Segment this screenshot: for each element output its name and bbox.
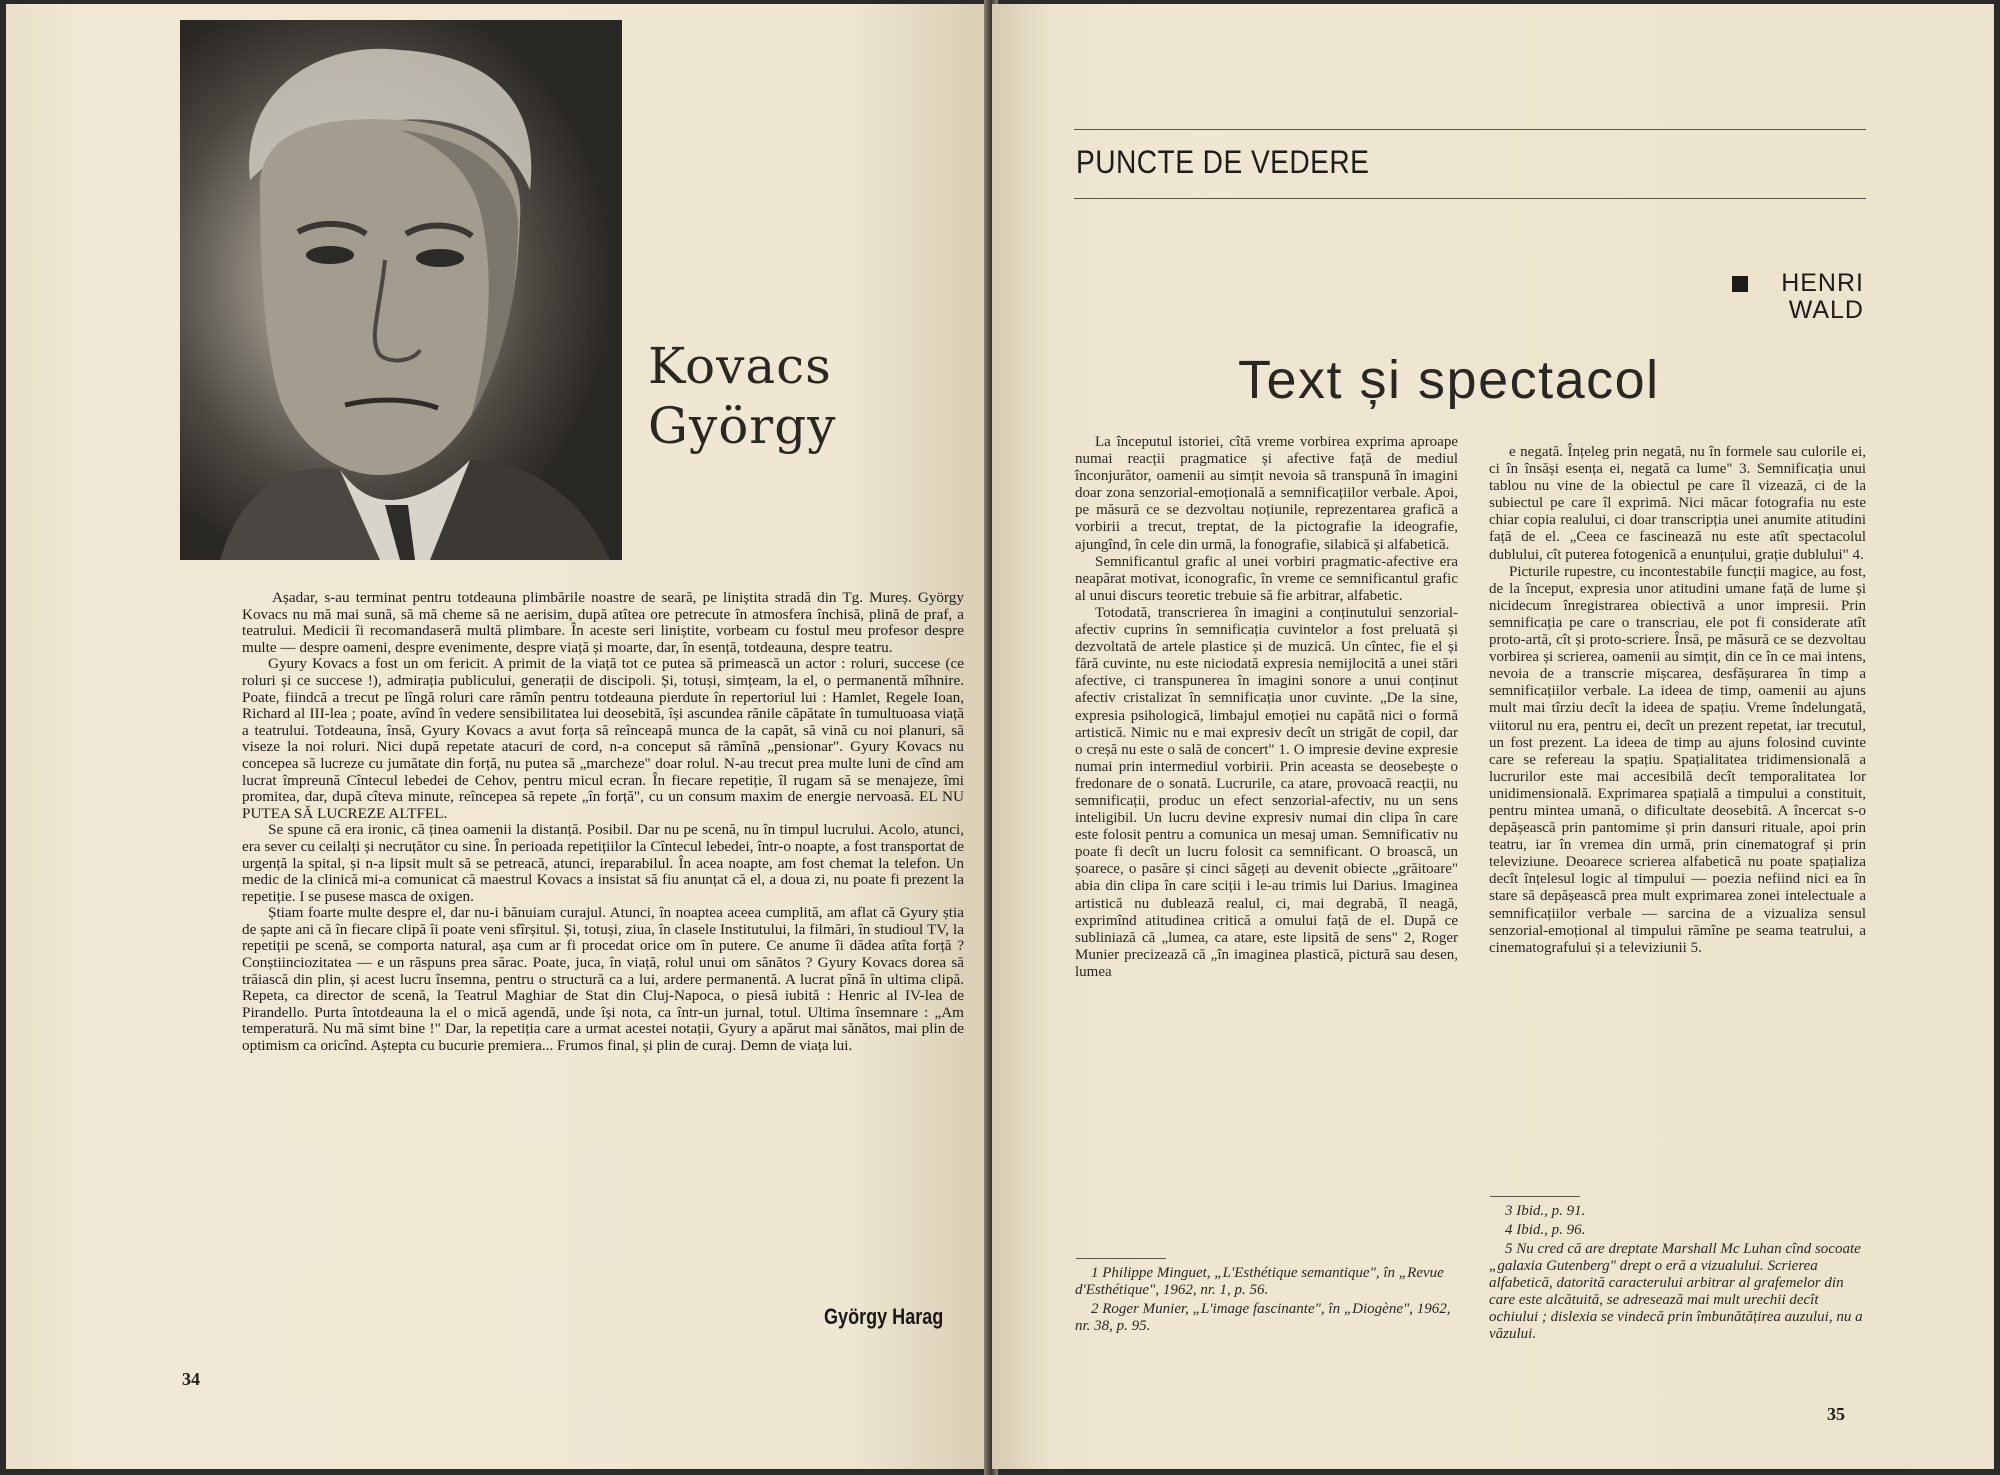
name-title-line2: György	[648, 397, 837, 455]
paragraph: Gyury Kovacs a fost un om fericit. A primit de la viață tot ce putea să primească un actor : roluri, succese (ce roluri și ce succese !), admirația publicului, generații de discipoli. Și, totuși, simțeam, la el, o permanentă mîhnire. Poate, fiindcă a trecut pe lîngă roluri care rămîn pentru totdeauna pierdute în repertoriul lui : Hamlet, Regele Ioan, Richard al III-lea ; poate, avînd în vedere sensibilitatea lui deosebită, își ascundea rănile căpătate în tumultuoasa viață a teatrului. Totdeauna, însă, Gyury Kovacs a avut forța să reînceapă munca de la capăt, să vină cu noi planuri, să viseze la noi roluri. Nici după repetate atacuri de cord, n-a conceput să rămînă „pensionar". Gyury Kovacs nu concepea să lucreze cu jumătate din forță, nu putea să „marcheze" doar rolul. N-au trecut prea multe luni de cînd am lucrat împreună Cîntecul lebedei de Cehov, pentru micul ecran. În fiecare repetiție, îl rugam să se menajeze, îmi promitea, dar, după cîteva minute, reîncepea să repete „în forță", cu un consum maxim de energie nervoasă. EL NU PUTEA SĂ LUCREZE ALTFEL.	[242, 655, 964, 822]
author-first-name: HENRI	[1781, 269, 1864, 297]
footnote-rule	[1076, 1258, 1166, 1259]
top-rule	[1074, 129, 1866, 130]
left-page	[6, 4, 988, 1469]
page-number: 35	[1827, 1404, 1845, 1424]
footnotes-right	[1489, 1203, 1866, 1345]
paragraph: Așadar, s-au terminat pentru totdeauna plimbările noastre de seară, pe liniștita stradă din Tg. Mureș. György Kovacs nu mă mai sună, să mă cheme să ne aerisim, după atîtea ore petrecute în atmosfera închisă, plină de praf, a teatrului. Medicii îi recomandaseră multă plimbare. În aceste seri liniștite, vorbeam cu fostul meu profesor despre multe — despre oameni, despre evenimente, despre viață și moarte, dar, în esență, totdeauna, despre teatru.	[242, 589, 964, 656]
footnote-rule	[1490, 1196, 1580, 1197]
author-last-name: WALD	[1788, 296, 1864, 324]
square-bullet-icon	[1732, 276, 1748, 292]
paragraph: Știam foarte multe despre el, dar nu-i bănuiam curajul. Atunci, în noaptea aceea cumplită, am aflat că Gyury știa de șapte ani că în fiecare clipă îi poate veni sfîrșitul. Și, totuși, ziua, în clasele Institutului, la filmări, în studioul TV, la repetiții pe scenă, se comporta natural, așa cum ar fi procedat orice om în putere. Ce anume îi dădea atîta forță ? Conștiinciozitatea — e un răspuns prea sărac. Poate, juca, în viață, rolul unui om sănătos ? Gyury Kovacs dorea să trăiască din plin, și acest lucru însemna, pentru o structură ca a lui, ardere permanentă. A lucrat pînă în ultima clipă. Repeta, ca director de scenă, la Teatrul Maghiar de Stat din Cluj-Napoca, o piesă iubită : Henric al IV-lea de Pirandello. Purta întotdeauna la el o mică agendă, unde își nota, ca într-un jurnal, totul. Ultima însemnare : „Am temperatură. Nu mă simt bine !" Dar, la repetiția care a urmat acestei notații, Gyury a apărut mai sănătos, mai plin de optimism ca oricînd. Aștepta cu bucurie premiera... Frumos final, și plin de curaj. Demn de viața lui.	[242, 904, 964, 1055]
page-number: 34	[182, 1369, 200, 1389]
footnotes-left	[1075, 1265, 1458, 1337]
paragraph: e negată. Înțeleg prin negată, nu în formele sau culorile ei, ci în însăși esența ei, negată ca lume" 3. Semnificația unui tablou nu vine de la obiectul pe care îl vizează, ci de la subiectul pe care îl exprimă. Nici măcar fotografia nu este chiar copia realului, ci doar transcripția unei anumite atitudini față de el. „Ceea ce fascinează nu este atît spectacolul dublului, cît puterea fotogenică a enunțului, grație dublului" 4.	[1489, 444, 1866, 563]
portrait-photo	[180, 20, 622, 560]
article-title: Text și spectacol	[1238, 350, 1660, 410]
author-signature: György Harag	[824, 1304, 944, 1329]
tribute-text	[242, 590, 964, 1055]
article-column-2	[1489, 444, 1866, 957]
article-author	[1732, 270, 1864, 324]
footnote: 1 Philippe Minguet, „L'Esthétique semantique", în „Revue d'Esthétique", 1962, nr. 1, p. 56.	[1075, 1265, 1444, 1298]
paragraph: Totodată, transcrierea în imagini a conținutului senzorial-afectiv cuprins în semnificația cuvintelor a fost preluată și dezvoltată de artele plastice și de muzică. Un cîntec, fie el și fără cuvinte, nu este niciodată expresia nemijlocită a unei stări afective, ci transpunerea în imagini sonore a unui conținut afectiv cristalizat în semnificația unor cuvinte. „De la sine, expresia psihologică, limbajul emoției nu capătă nici o formă artistică. Nimic nu e mai expresiv decît un strigăt de copil, dar o creșă nu este o sală de concert" 1. O impresie devine expresie numai prin intermediul vorbirii. Prin aceasta se deosebește o fredonare de o sonată. Lucrurile, ca atare, provoacă reacții, nu semnificații, produc un efect senzorial-afectiv, nu un sens inteligibil. Un lucru devine expresiv numai din clipa în care este folosit pentru a comunica un mesaj uman. Semnificativ nu poate fi decît un lucru folosit ca semnificant. O broască, un șoarece, o pasăre și cinci săgeți au devenit obiecte „grăitoare" abia din clipa în care sciții i le-au trimis lui Darius. Imaginea artistică nu dublează realul, ci, mai degrabă, îl neagă, exprimînd atitudinea critică a omului față de el. După ce subliniază că „lumea, ca atare, este lipsită de sens" 2, Roger Munier precizează că „în imaginea plastică, pictură sau desen, lumea	[1075, 604, 1458, 980]
footnote: 4 Ibid., p. 96.	[1505, 1222, 1586, 1238]
name-title-line1: Kovacs	[648, 337, 832, 395]
footnote: 3 Ibid., p. 91.	[1505, 1203, 1586, 1219]
article-column-1	[1075, 434, 1458, 981]
portrait-illustration	[180, 20, 622, 560]
section-label: PUNCTE DE VEDERE	[1076, 144, 1370, 180]
right-page	[992, 4, 1994, 1469]
name-title	[648, 336, 968, 456]
paragraph: Picturile rupestre, cu incontestabile funcții magice, au fost, de la început, expresia unor atitudini umane față de lume și nicidecum înregistrarea obiectivă a unor impresii. Prin semnificația pe care o transcriau, ele pot fi considerate atît proto-artă, cît și proto-scriere. Însă, pe măsură ce se dezvoltau vorbirea și scrierea, oamenii au simțit, din ce în ce mai intens, nevoia de a transcrie mișcarea, desfășurarea în timp a semnificațiilor verbale. La ideea de timp, oamenii au ajuns mult mai tîrziu decît la ideea de spațiu. Vreme îndelungată, viitorul nu era, pentru ei, decît un prezent repetat, iar trecutul, un fost prezent. La ideea de timp au ajuns folosind cuvinte care se refereau la spațiu. Spațialitatea tridimensională a lucrurilor este mai accesibilă decît temporalitatea lor unidimensională. Exprimarea spațială a timpului a constituit, pentru mintea umană, o dificultate deosebită. A încercat s-o depășească prin pantomime și prin dansuri rituale, apoi prin teatru, iar în vremea din urmă, prin cinematograf și prin televiziune. Deoarece scrierea alfabetică nu poate spațializa decît înțelesul logic al timpului — poezia nefiind nici ea în stare să depășească prea mult exprimarea zonei intelectuale a semnificațiilor verbale — sarcina de a vizualiza sensul senzorial-emoțional al timpului rămîne pe seama teatrului, a cinematografului și a televiziunii 5.	[1489, 563, 1866, 956]
paragraph: Semnificantul grafic al unei vorbiri pragmatic-afective era neapărat motivat, iconografic, în vreme ce semnificantul grafic al unui discurs teoretic trebuie să fie arbitrar, alfabetic.	[1075, 553, 1458, 604]
footnote: 5 Nu cred că are dreptate Marshall Mc Luhan cînd socoate „galaxia Gutenberg" drept o eră a vizualului. Scrierea alfabetică, datorită caracterului arbitrar al grafemelor din care este alcătuită, se adresează mai mult urechii decît ochiului ; dislexia se vindecă prin îmbunătățirea auzului, nu a văzului.	[1489, 1241, 1863, 1342]
section-rule	[1074, 198, 1866, 199]
paragraph: La începutul istoriei, cîtă vreme vorbirea exprima aproape numai reacții pragmatice și afective față de mediul înconjurător, oamenii au simțit nevoia să transpună în imagini doar zona senzorial-emoțională a semnificațiilor verbale. Apoi, pe măsură ce se dezvoltau noțiunile, reprezentarea grafică a vorbirii a trecut, treptat, de la pictografie la ideografie, ajungînd, în cele din urmă, la fonografie, silabică și alfabetică.	[1075, 434, 1458, 553]
footnote: 2 Roger Munier, „L'image fascinante", în „Diogène", 1962, nr. 38, p. 95.	[1075, 1301, 1451, 1334]
paragraph: Se spune că era ironic, că ținea oamenii la distanță. Posibil. Dar nu pe scenă, nu în timpul lucrului. Acolo, atunci, era sever cu ceilalți și necruțător cu sine. În perioada repetițiilor la Cîntecul lebedei, într-o noapte, a fost transportat de urgență la spital, și n-a lipsit mult să se petreacă, atunci, ireparabilul. În acea noapte, am fost chemat la telefon. Un medic de la clinică mi-a comunicat că maestrul Kovacs a insistat să fiu anunțat că el, a doua zi, nu poate fi prezent la repetiție. I se pusese masca de oxigen.	[242, 821, 964, 905]
